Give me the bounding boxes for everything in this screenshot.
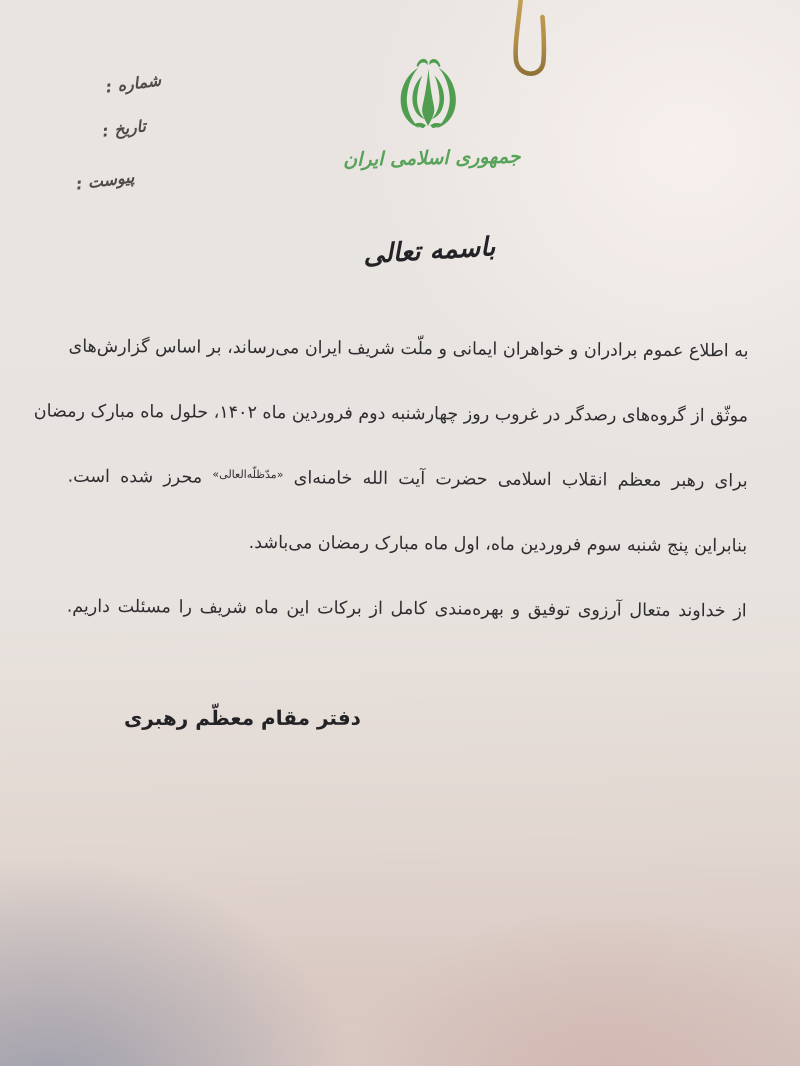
iran-national-emblem-icon	[385, 54, 472, 149]
signature-line: دفتر مقام معظّم رهبری	[123, 705, 361, 731]
besmellah-heading: باسمه تعالی	[362, 232, 497, 271]
body-line-3-end: محرز شده است.	[67, 466, 213, 488]
country-title: جمهوری اسلامی ایران	[342, 145, 521, 171]
body-paragraph	[33, 315, 749, 645]
attachment-field-label: پیوست :	[74, 167, 136, 194]
number-field-label: شماره :	[104, 70, 163, 97]
date-field-label: تاریخ :	[101, 116, 147, 141]
honorific-small-text: «مدّظلّه‌العالی»	[212, 467, 284, 482]
body-line-3-text: برای رهبر معظم انقلاب اسلامی حضرت آیت الله خامنه‌ای	[283, 468, 748, 492]
body-line-4: بنابراین پنج شنبه سوم فروردین ماه، اول ماه مبارک رمضان می‌باشد.	[248, 532, 748, 557]
body-line-1: به اطلاع عموم برادران و خواهران ایمانی و ملّت شریف ایران می‌رساند، بر اساس گزارش‌های	[68, 336, 749, 362]
body-line-2: موثّق از گروه‌های رصدگر در غروب روز چهارشنبه دوم فروردین ماه ۱۴۰۲، حلول ماه مبارک رمضان	[33, 401, 749, 427]
paperclip-icon	[497, 0, 555, 98]
body-line-5: از خداوند متعال آرزوی توفیق و بهره‌مندی کامل از برکات این ماه شریف را مسئلت داریم.	[66, 596, 747, 622]
body-line-3	[67, 445, 747, 515]
